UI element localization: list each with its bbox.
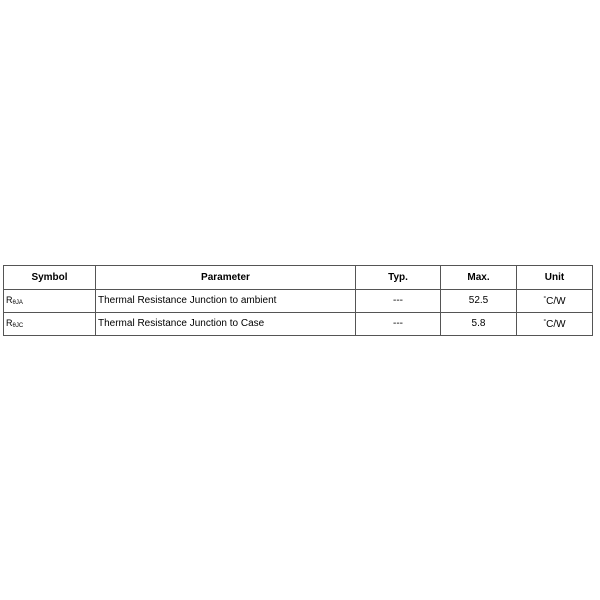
table-header-row <box>4 266 593 290</box>
header-typ: Typ. <box>356 266 441 290</box>
parameter-cell: Thermal Resistance Junction to ambient <box>96 290 356 313</box>
header-max: Max. <box>441 266 517 290</box>
symbol-main: R <box>6 318 13 328</box>
symbol-cell <box>4 313 96 336</box>
header-parameter: Parameter <box>96 266 356 290</box>
thermal-resistance-table <box>3 265 593 336</box>
unit-text: C/W <box>546 295 566 307</box>
degree-symbol: ° <box>543 295 547 303</box>
max-cell: 5.8 <box>441 313 517 336</box>
header-symbol: Symbol <box>4 266 96 290</box>
header-unit: Unit <box>517 266 593 290</box>
unit-cell <box>517 290 593 313</box>
unit-text: C/W <box>546 318 566 330</box>
parameter-cell: Thermal Resistance Junction to Case <box>96 313 356 336</box>
symbol-subscript: θJA <box>12 300 23 306</box>
table-row <box>4 290 593 313</box>
symbol-subscript: θJC <box>12 323 24 329</box>
table-row <box>4 313 593 336</box>
typ-cell: --- <box>356 313 441 336</box>
typ-cell: --- <box>356 290 441 313</box>
degree-symbol: ° <box>543 318 547 326</box>
symbol-main: R <box>6 295 13 305</box>
symbol-cell <box>4 290 96 313</box>
unit-cell <box>517 313 593 336</box>
max-cell: 52.5 <box>441 290 517 313</box>
